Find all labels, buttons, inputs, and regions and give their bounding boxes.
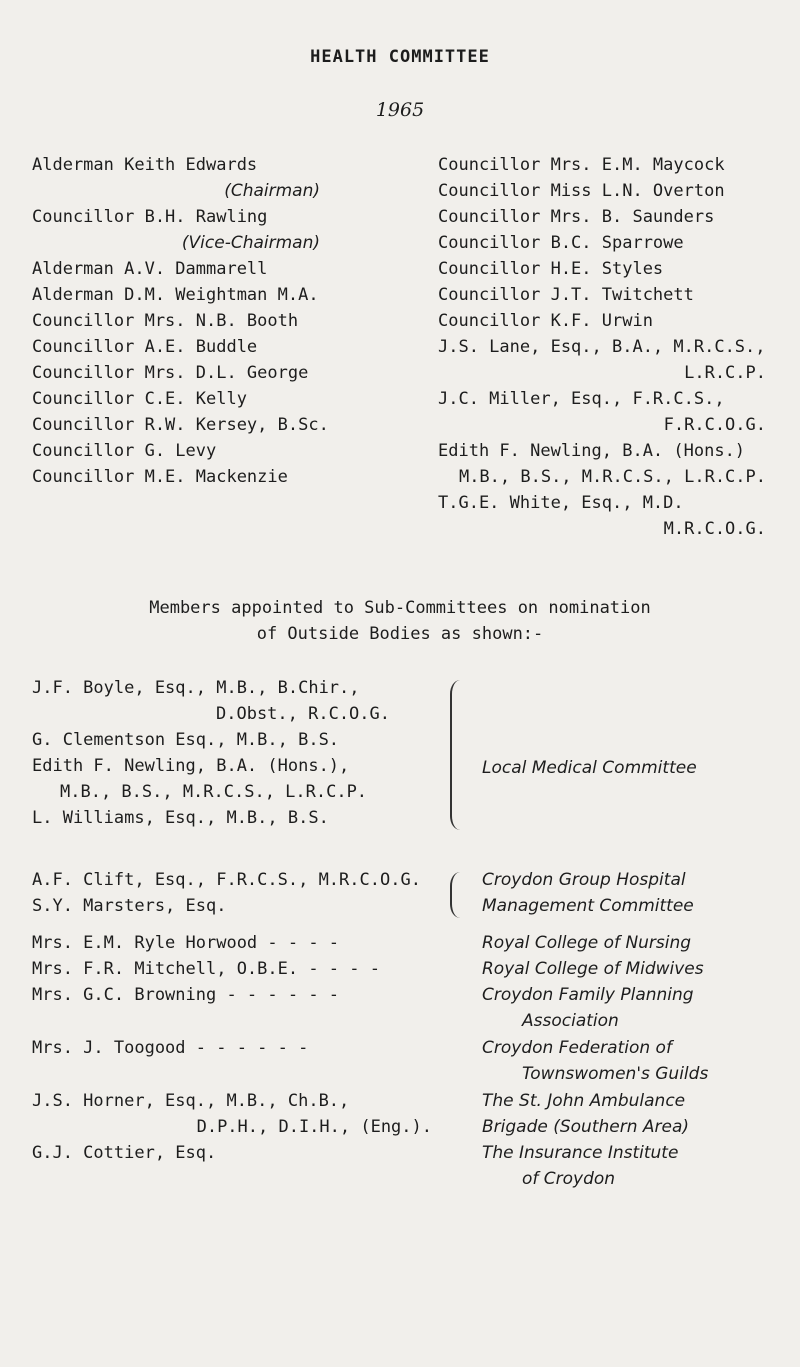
member: Councillor A.E. Buddle <box>32 337 258 357</box>
member-qualifications: M.B., B.S., M.R.C.S., L.R.C.P. <box>458 467 766 487</box>
member-qualifications: L.R.C.P. <box>684 363 766 383</box>
nominee: A.F. Clift, Esq., F.R.C.S., M.R.C.O.G. <box>32 870 421 890</box>
nomination-intro: Members appointed to Sub-Committees on nomination <box>149 598 651 618</box>
committee-year: 1965 <box>375 99 425 121</box>
member: Councillor K.F. Urwin <box>438 311 653 331</box>
outside-body: Croydon Family Planning <box>482 985 694 1005</box>
nominee: G.J. Cottier, Esq. <box>32 1143 217 1163</box>
nominee: L. Williams, Esq., M.B., B.S. <box>32 808 329 828</box>
nominee: Edith F. Newling, B.A. (Hons.), <box>32 756 350 776</box>
nominee: Mrs. J. Toogood - - - - - - <box>32 1038 309 1058</box>
nominee: Mrs. E.M. Ryle Horwood - - - - <box>32 933 340 953</box>
member-qualifications: F.R.C.O.G. <box>663 415 766 435</box>
member: Edith F. Newling, B.A. (Hons.) <box>438 441 746 461</box>
outside-body: Management Committee <box>482 896 694 916</box>
outside-body: Royal College of Nursing <box>482 933 692 953</box>
outside-body: Brigade (Southern Area) <box>482 1117 690 1137</box>
member: J.C. Miller, Esq., F.R.C.S., <box>438 389 725 409</box>
outside-body: Royal College of Midwives <box>482 959 704 979</box>
member: J.S. Lane, Esq., B.A., M.R.C.S., <box>438 337 766 357</box>
member: Councillor G. Levy <box>32 441 217 461</box>
nominee: G. Clementson Esq., M.B., B.S. <box>32 730 340 750</box>
member: Councillor B.C. Sparrowe <box>438 233 684 253</box>
nominee: Mrs. G.C. Browning - - - - - - <box>32 985 340 1005</box>
member: Councillor Mrs. E.M. Maycock <box>438 155 725 175</box>
member: T.G.E. White, Esq., M.D. <box>438 493 684 513</box>
nominee: Mrs. F.R. Mitchell, O.B.E. - - - - <box>32 959 380 979</box>
nominee-qualifications: M.B., B.S., M.R.C.S., L.R.C.P. <box>60 782 368 802</box>
outside-body: Croydon Federation of <box>482 1038 672 1058</box>
nominee: J.F. Boyle, Esq., M.B., B.Chir., <box>32 678 360 698</box>
outside-body: of Croydon <box>522 1169 616 1189</box>
outside-body: Croydon Group Hospital <box>482 870 686 890</box>
member: Councillor C.E. Kelly <box>32 389 247 409</box>
outside-body: Association <box>522 1011 619 1031</box>
member: Alderman A.V. Dammarell <box>32 259 268 279</box>
nominee-qualifications: D.Obst., R.C.O.G. <box>216 704 390 724</box>
member: Councillor H.E. Styles <box>438 259 664 279</box>
member: Councillor Miss L.N. Overton <box>438 181 725 201</box>
outside-body: Townswomen's Guilds <box>522 1064 709 1084</box>
outside-body: Local Medical Committee <box>482 758 697 778</box>
member: Councillor M.E. Mackenzie <box>32 467 288 487</box>
member: Alderman Keith Edwards <box>32 155 258 175</box>
member: Councillor B.H. Rawling <box>32 207 268 227</box>
member: Councillor J.T. Twitchett <box>438 285 694 305</box>
member: Alderman D.M. Weightman M.A. <box>32 285 319 305</box>
member: Councillor Mrs. D.L. George <box>32 363 309 383</box>
outside-body: The St. John Ambulance <box>482 1091 686 1111</box>
member-qualifications: M.R.C.O.G. <box>663 519 766 539</box>
member-role: (Vice-Chairman) <box>181 233 320 253</box>
group-brace <box>450 680 462 830</box>
outside-body: The Insurance Institute <box>482 1143 679 1163</box>
nomination-intro: of Outside Bodies as shown:- <box>256 624 544 644</box>
page-title: HEALTH COMMITTEE <box>310 47 490 67</box>
group-brace <box>450 872 462 918</box>
member-role: (Chairman) <box>224 181 320 201</box>
member: Councillor Mrs. B. Saunders <box>438 207 715 227</box>
nominee-qualifications: D.P.H., D.I.H., (Eng.). <box>196 1117 432 1137</box>
member: Councillor Mrs. N.B. Booth <box>32 311 299 331</box>
nominee: J.S. Horner, Esq., M.B., Ch.B., <box>32 1091 350 1111</box>
member: Councillor R.W. Kersey, B.Sc. <box>32 415 329 435</box>
nominee: S.Y. Marsters, Esq. <box>32 896 227 916</box>
